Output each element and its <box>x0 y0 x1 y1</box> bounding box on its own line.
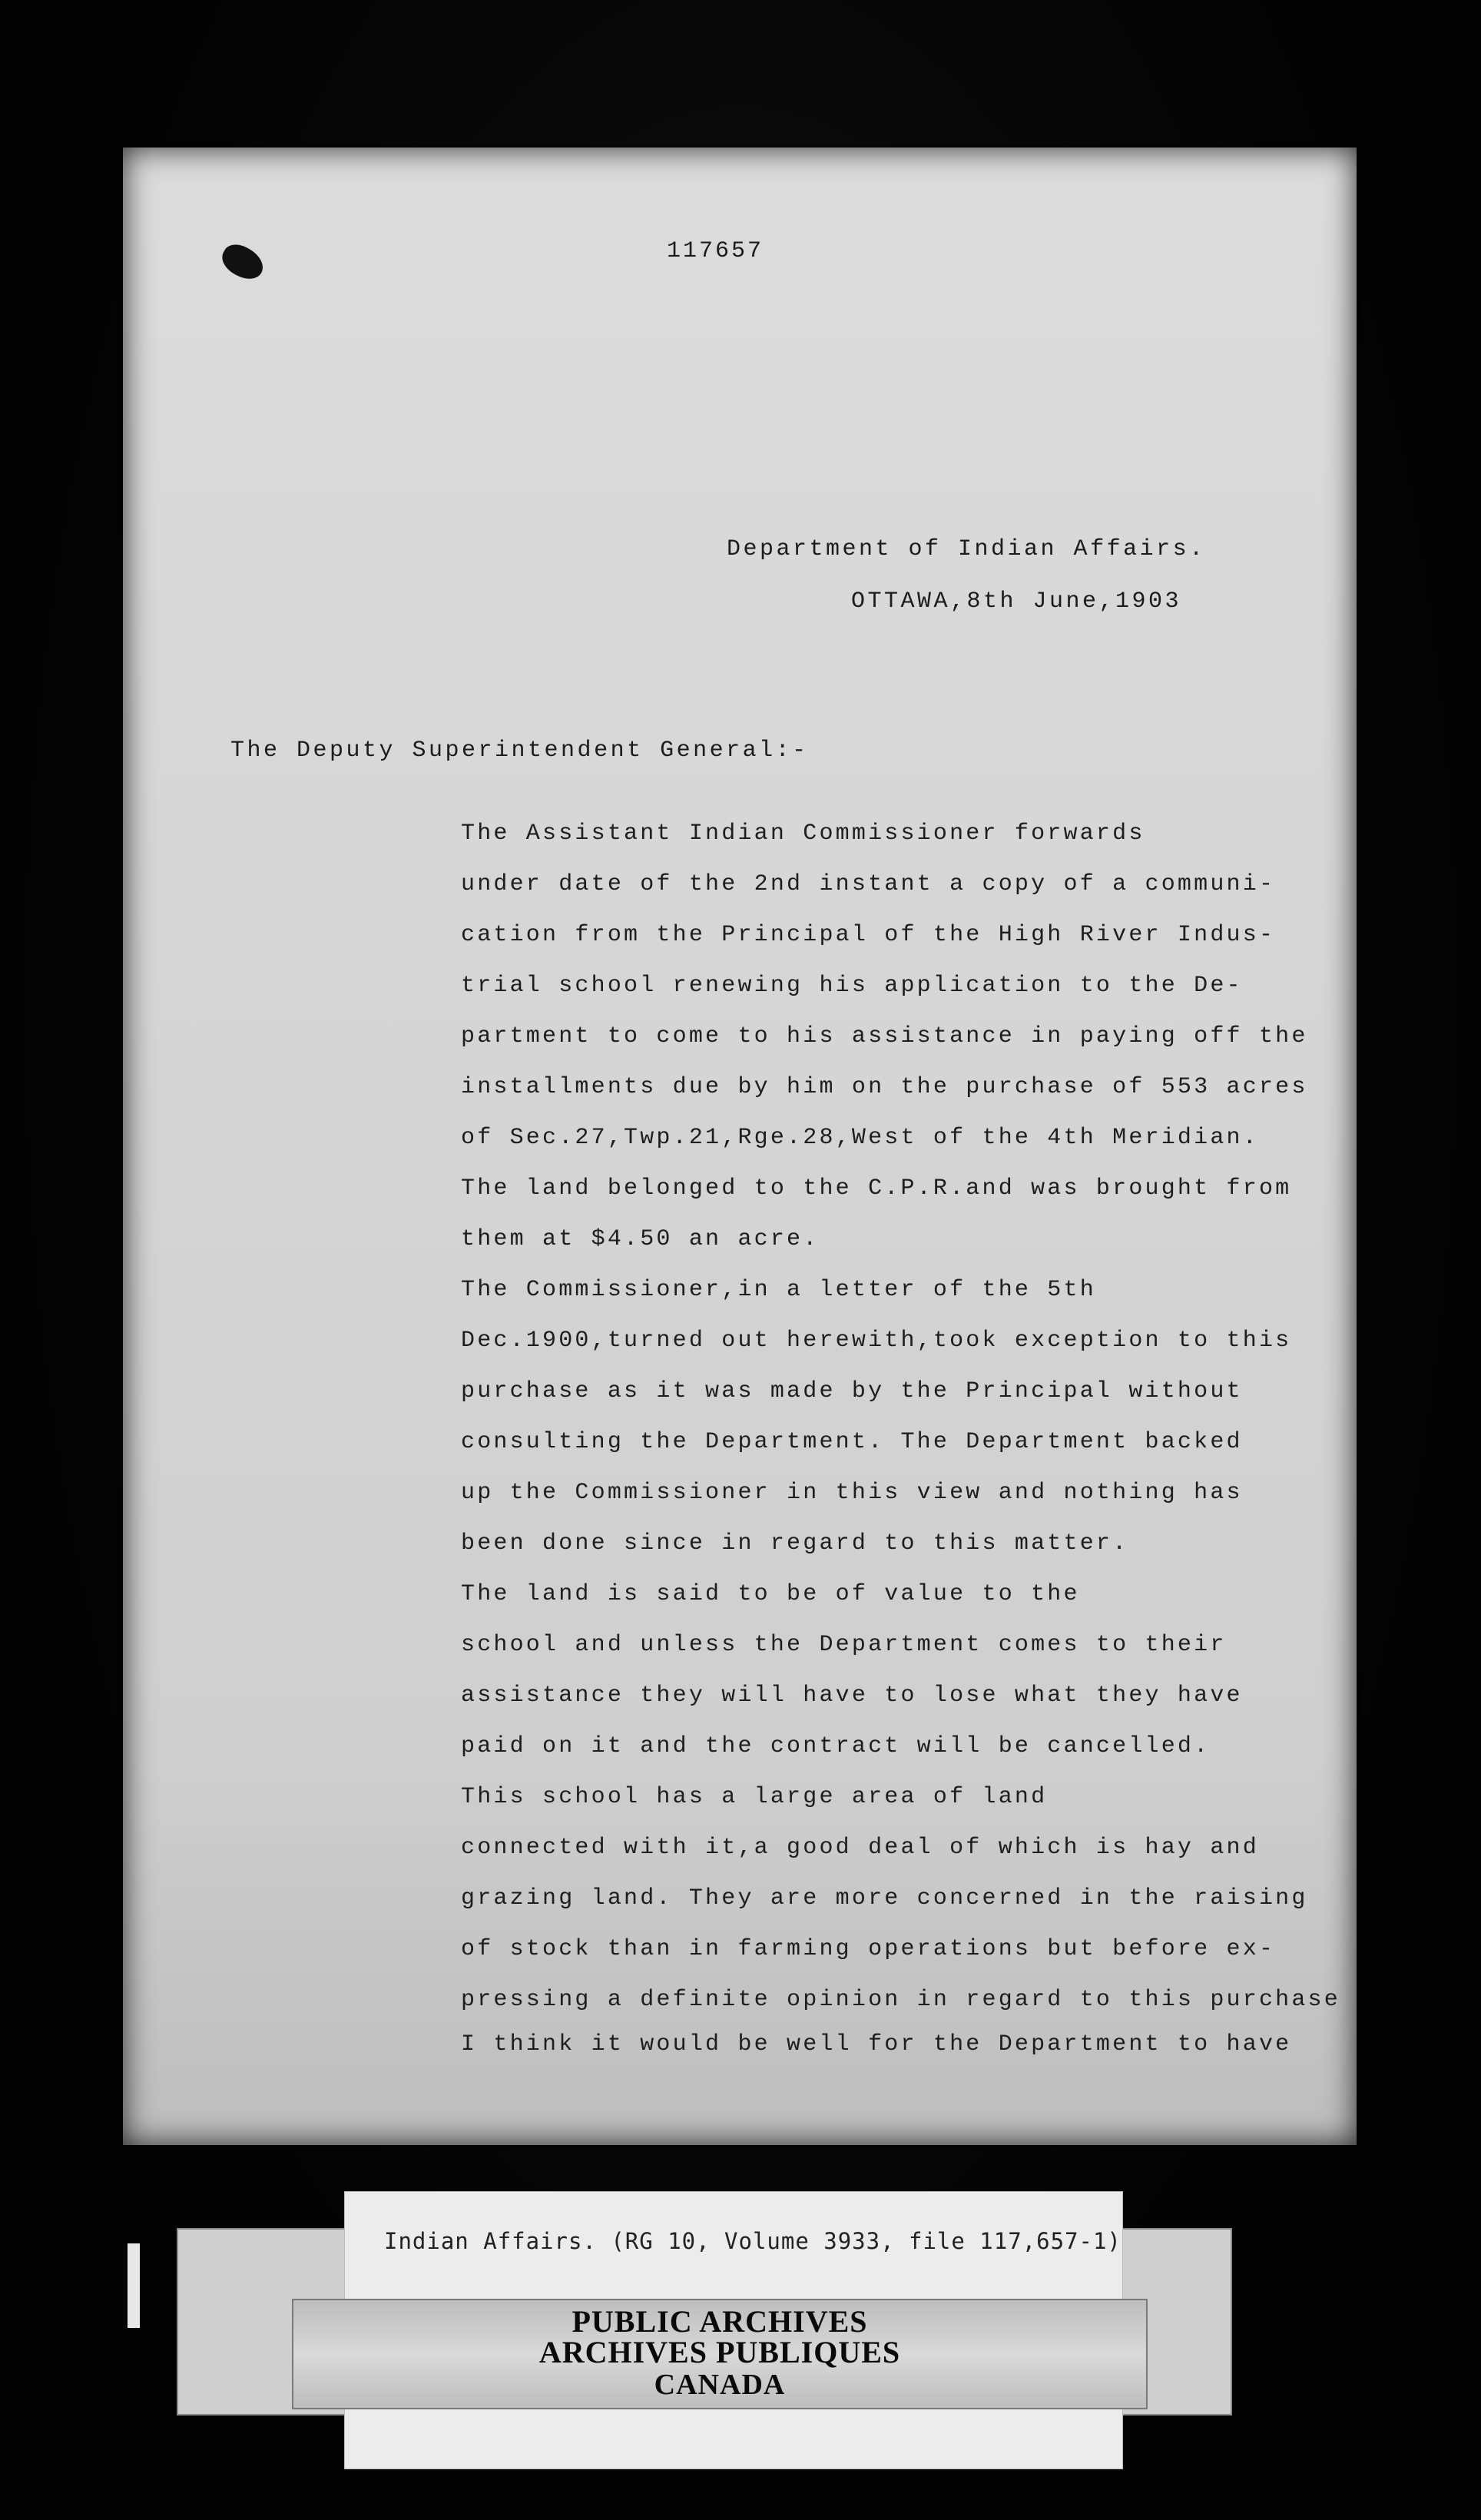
stamp-line: PUBLIC ARCHIVES <box>572 2304 868 2339</box>
body-line: pressing a definite opinion in regard to this purchase <box>461 1987 1340 2013</box>
body-line: connected with it,a good deal of which is hay and <box>461 1835 1259 1861</box>
body-line: of Sec.27,Twp.21,Rge.28,West of the 4th Meridian. <box>461 1125 1259 1151</box>
body-line: partment to come to his assistance in paying off the <box>461 1023 1308 1049</box>
place-and-date: OTTAWA,8th June,1903 <box>851 589 1182 615</box>
body-line: I think it would be well for the Department to have <box>461 2031 1292 2057</box>
body-line: grazing land. They are more concerned in the raising <box>461 1885 1308 1912</box>
addressee-line: The Deputy Superintendent General:- <box>230 738 809 764</box>
tape-strip <box>128 2243 140 2328</box>
body-line: been done since in regard to this matter. <box>461 1530 1129 1557</box>
body-line: installments due by him on the purchase of 553 acres <box>461 1074 1308 1100</box>
body-line: purchase as it was made by the Principal without <box>461 1378 1243 1404</box>
body-line: assistance they will have to lose what they have <box>461 1683 1243 1709</box>
body-line: Dec.1900,turned out herewith,took exception to this <box>461 1328 1292 1354</box>
file-number: 117657 <box>667 238 764 264</box>
body-line: paid on it and the contract will be cancelled. <box>461 1733 1211 1759</box>
stamp-line: ARCHIVES PUBLIQUES <box>538 2335 901 2369</box>
archive-stamp <box>292 2299 1148 2409</box>
stamp-line: CANADA <box>654 2369 786 2401</box>
body-line: consulting the Department. The Department backed <box>461 1429 1243 1455</box>
body-line: cation from the Principal of the High River Indus- <box>461 922 1276 948</box>
body-line: The Assistant Indian Commissioner forwards <box>461 821 1145 847</box>
body-line: of stock than in farming operations but before ex- <box>461 1936 1276 1962</box>
body-line: The Commissioner,in a letter of the 5th <box>461 1277 1096 1303</box>
body-line: school and unless the Department comes to their <box>461 1632 1227 1658</box>
body-line: This school has a large area of land <box>461 1784 1048 1810</box>
body-line: up the Commissioner in this view and nothing has <box>461 1480 1243 1506</box>
body-line: The land is said to be of value to the <box>461 1581 1080 1607</box>
body-line: trial school renewing his application to the De- <box>461 973 1243 999</box>
body-line: them at $4.50 an acre. <box>461 1226 820 1252</box>
archive-citation: Indian Affairs. (RG 10, Volume 3933, file 117,657-1) <box>384 2228 1122 2254</box>
department-heading: Department of Indian Affairs. <box>727 536 1206 562</box>
letter-page <box>123 148 1357 2145</box>
body-line: under date of the 2nd instant a copy of a communi- <box>461 871 1276 897</box>
ink-blot-mark <box>217 239 268 285</box>
body-line: The land belonged to the C.P.R.and was brought from <box>461 1175 1292 1202</box>
